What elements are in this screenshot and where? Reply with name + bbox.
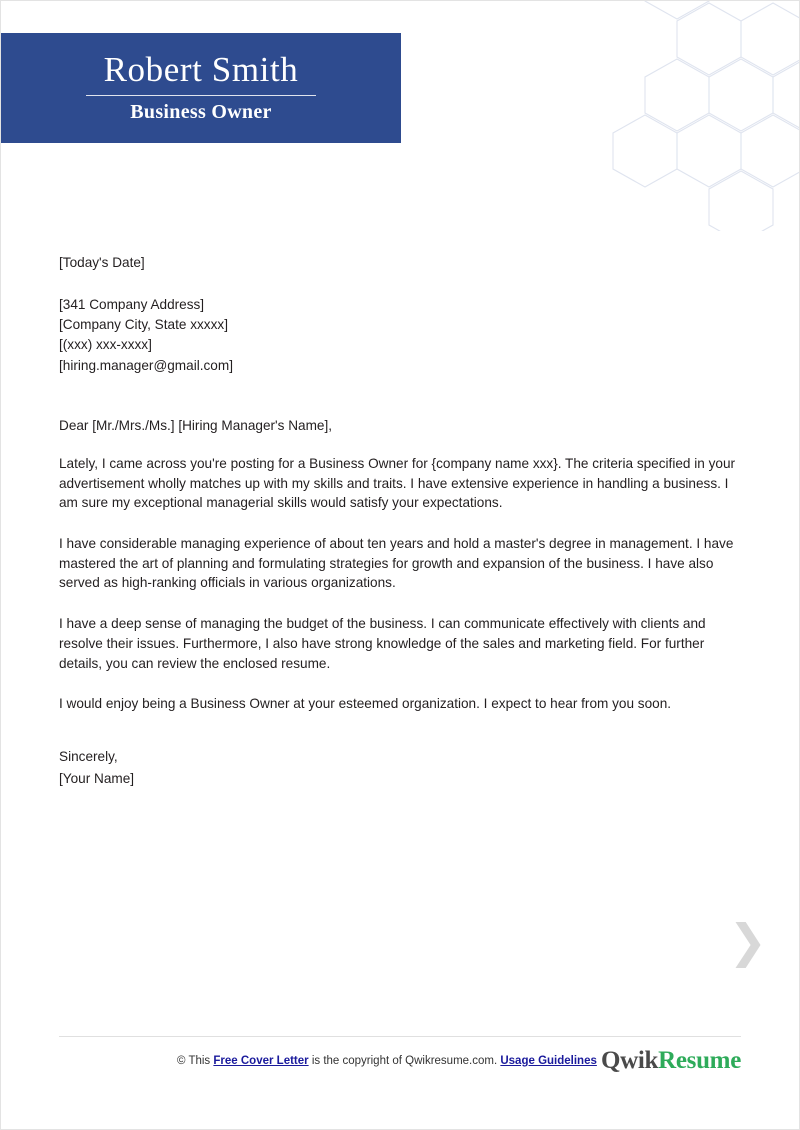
page-footer: [59, 1047, 741, 1087]
letter-salutation: Dear [Mr./Mrs./Ms.] [Hiring Manager's Name],: [59, 418, 333, 434]
letter-closing-block: [59, 746, 747, 790]
logo-text-resume: Resume: [658, 1047, 741, 1074]
applicant-job-title: Business Owner: [130, 100, 272, 123]
footer-divider: [59, 1036, 741, 1037]
applicant-title-wrap: [86, 95, 316, 124]
hexagon-pattern-decoration: [379, 1, 799, 231]
free-cover-letter-link[interactable]: Free Cover Letter: [213, 1055, 309, 1067]
address-line: [(xxx) xxx-xxxx]: [59, 337, 152, 353]
address-line: [hiring.manager@gmail.com]: [59, 357, 233, 373]
letter-date: [Today's Date]: [59, 255, 145, 270]
header-name-band: [1, 33, 401, 143]
letter-signature: [Your Name]: [59, 770, 135, 786]
applicant-name: Robert Smith: [103, 50, 299, 90]
recipient-address-block: [59, 295, 747, 377]
letter-body: [59, 253, 747, 790]
usage-guidelines-link[interactable]: Usage Guidelines: [500, 1055, 597, 1067]
letter-paragraph: Lately, I came across you're posting for a Business Owner for {company name xxx}. The criteria specified in your advertisement wholly matches up with my skills and traits. I have extensive experience in handling a business. I am sure my exceptional managerial skills would satisfy your expectations.: [59, 455, 736, 511]
qwikresume-logo[interactable]: [601, 1047, 741, 1075]
title-divider: [86, 95, 316, 96]
footer-copyright-prefix: © This: [177, 1055, 214, 1067]
letter-paragraph: I have considerable managing experience of about ten years and hold a master's degree in management. I have mastered the art of planning and formulating strategies for growth and expansion of the business. I have also served as high-ranking officials in various organizations.: [59, 536, 734, 591]
address-line: [Company City, State xxxxx]: [59, 317, 228, 333]
logo-text-qwik: Qwik: [600, 1047, 659, 1074]
letter-paragraph: I have a deep sense of managing the budget of the business. I can communicate effectively with clients and resolve their issues. Furthermore, I also have strong knowledge of the sales and marketing field. For further details, you can review the enclosed resume.: [59, 616, 706, 671]
footer-copyright: [177, 1055, 597, 1067]
letter-paragraph: I would enjoy being a Business Owner at your esteemed organization. I expect to hear from you soon.: [59, 696, 672, 712]
footer-copyright-middle: is the copyright of Qwikresume.com.: [308, 1055, 501, 1067]
letter-closing: Sincerely,: [59, 749, 118, 764]
address-line: [341 Company Address]: [59, 296, 205, 312]
chevron-right-icon: ❯: [728, 915, 767, 967]
